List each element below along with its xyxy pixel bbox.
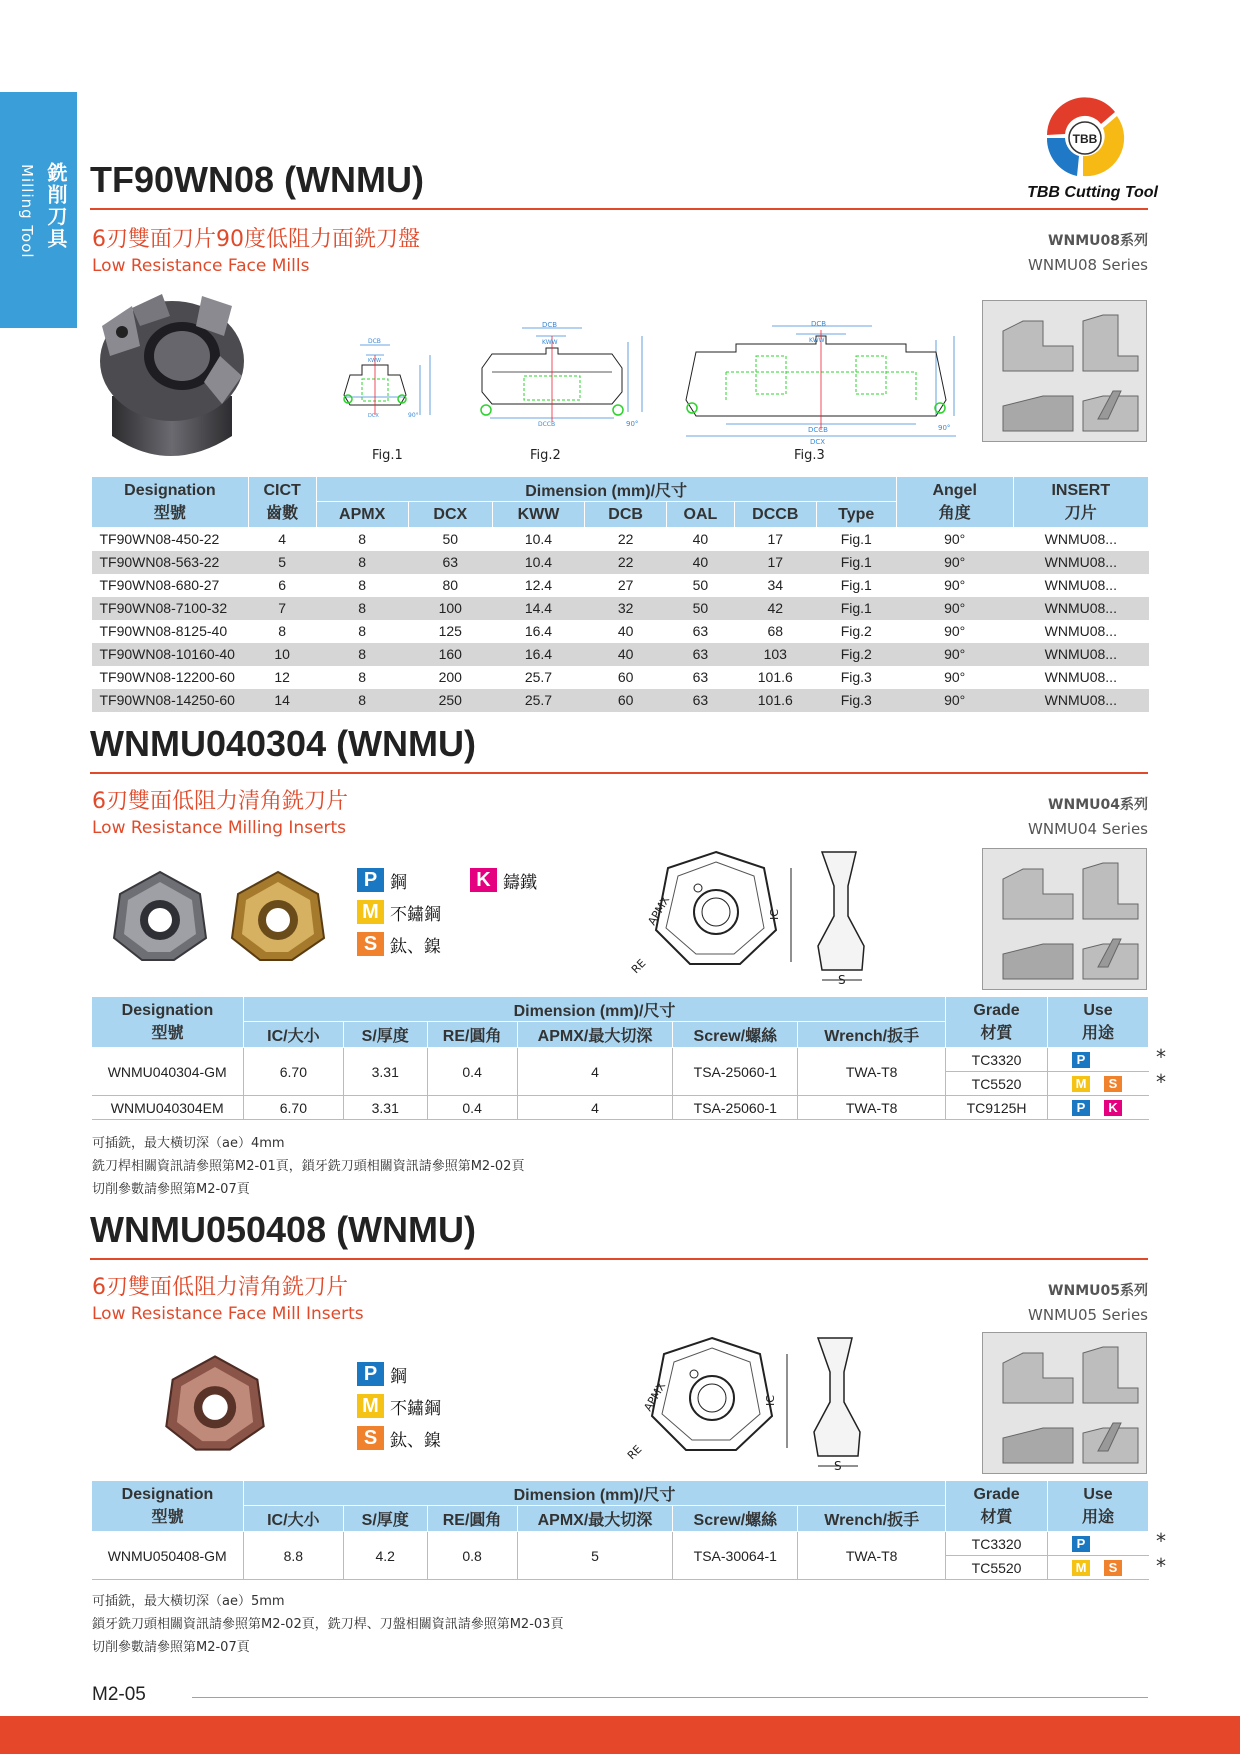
table-cell: 125: [438, 623, 462, 639]
th-grade: Grade 材質: [946, 1481, 1048, 1532]
insert1-re: RE: [628, 956, 649, 977]
note-star-icon: *: [1156, 1045, 1166, 1069]
fig2-dcb: DCB: [542, 322, 558, 329]
grade-cell: TC3320: [946, 1048, 1048, 1072]
table-cell: 63: [408, 551, 492, 574]
fig3-angle: 90°: [938, 424, 951, 432]
table-cell: 16.4: [524, 623, 553, 639]
th-angel: Angel 角度: [896, 477, 1013, 528]
th-ic: IC/大小: [243, 1506, 343, 1532]
table-cell: 8: [358, 531, 367, 548]
fig1-dcx: DCX: [368, 413, 379, 419]
insert-drawing-2: [622, 1332, 872, 1474]
table-cell: 27: [617, 577, 634, 593]
series-cn: WNMU05系列: [1048, 1283, 1148, 1299]
s-cell: 4.2: [343, 1532, 427, 1580]
table-cell: 32: [585, 597, 667, 620]
table-cell: 12: [274, 669, 290, 685]
th-re: RE/圓角: [427, 1022, 517, 1048]
th-oal: OAL: [667, 502, 735, 528]
re-cell: 0.4: [427, 1048, 517, 1096]
application-icons-2: [982, 848, 1147, 990]
table-cell: WNMU08...: [1013, 689, 1148, 712]
table-cell: 8: [278, 623, 287, 639]
th-wrench: Wrench/扳手: [798, 1506, 946, 1532]
fig1-dcb: DCB: [368, 338, 381, 345]
th-use: Use 用途: [1048, 997, 1149, 1048]
insert1-s: S: [838, 973, 846, 987]
section-subtitle-en: Low Resistance Milling Inserts: [92, 818, 347, 838]
side-tab: [0, 92, 77, 328]
note-star-icon: *: [1156, 1554, 1166, 1578]
th-cict: CICT 齒數: [248, 477, 316, 528]
table-cell: 8: [358, 669, 367, 685]
th-dcb: DCB: [585, 502, 667, 528]
insert1-ic: IC: [768, 909, 781, 920]
screw-cell: TSA-25060-1: [673, 1096, 798, 1120]
table-row: [92, 1048, 1149, 1072]
notes-wnmu05: [92, 1590, 563, 1659]
material-badge-p-icon: P: [1072, 1100, 1090, 1116]
fig3-dcb: DCB: [811, 320, 827, 328]
table-cell: 40: [617, 623, 634, 639]
material-badge-m-icon: M: [1072, 1076, 1090, 1092]
table-cell: 8: [316, 551, 408, 574]
table-cell: 250: [408, 689, 492, 712]
ic-cell: 6.70: [243, 1048, 343, 1096]
table-cell: 80: [442, 577, 459, 593]
table-cell: 10.4: [524, 531, 553, 548]
material-badge-s-icon: S: [1104, 1076, 1122, 1092]
table-cell: 7: [248, 597, 316, 620]
series-en: WNMU08 Series: [1028, 256, 1148, 274]
section-face-mills: [90, 156, 1148, 276]
re-cell: 0.8: [427, 1532, 517, 1580]
table-cell: 63: [667, 689, 735, 712]
material-legend-2: [357, 1358, 441, 1454]
logo-text: TBB Cutting Tool: [1027, 184, 1158, 201]
table-cell: 50: [442, 531, 459, 548]
fig3-drawing: [676, 320, 964, 448]
section-rule: [90, 1258, 1148, 1260]
wnmu04-insert-table: [91, 996, 1149, 1120]
insert2-ic: IC: [764, 1395, 777, 1406]
use-cell: [1048, 1072, 1149, 1096]
table-cell: 40: [667, 551, 735, 574]
table-cell: 22: [585, 551, 667, 574]
th-screw: Screw/螺絲: [673, 1506, 798, 1532]
badge-m-icon: M: [357, 1394, 384, 1418]
insert2-apmx: APMX: [641, 1379, 669, 1414]
table-cell: 90°: [944, 669, 966, 685]
table-row: [92, 551, 1149, 574]
table-cell: 10.4: [492, 551, 584, 574]
table-cell: 42: [734, 597, 816, 620]
table-cell: Fig.2: [816, 643, 896, 666]
section-wnmu04: [90, 720, 1148, 838]
section-subtitle-en: Low Resistance Face Mill Inserts: [92, 1304, 364, 1324]
table-cell: 8: [316, 643, 408, 666]
note-star-icon: *: [1156, 1529, 1166, 1553]
table-cell: 200: [438, 669, 462, 685]
table-cell: 17: [734, 551, 816, 574]
section-title: WNMU050408 (WNMU): [90, 1209, 477, 1250]
face-mill-spec-table: [91, 476, 1149, 712]
table-cell: 16.4: [492, 643, 584, 666]
insert-image-bronze: [160, 1352, 270, 1454]
use-cell: [1048, 1096, 1149, 1120]
legend-m: M 不鏽鋼: [357, 896, 441, 928]
table-row: [92, 528, 1149, 551]
fig1-angle: 90°: [408, 412, 419, 419]
th-screw: Screw/螺絲: [673, 1022, 798, 1048]
section-rule: [90, 208, 1148, 210]
designation-cell: TF90WN08-14250-60: [92, 689, 249, 712]
table-cell: 100: [408, 597, 492, 620]
designation-cell: TF90WN08-10160-40: [92, 643, 249, 666]
fig3-kww: KWW: [809, 337, 825, 344]
wnmu05-table-body: [92, 1532, 1149, 1580]
series-en: WNMU05 Series: [1028, 1306, 1148, 1324]
wnmu05-insert-table: [91, 1480, 1149, 1580]
th-dimension: Dimension (mm)/尺寸: [243, 1481, 945, 1506]
legend-s: S 鈦、鎳: [357, 928, 441, 960]
s-cell: 3.31: [343, 1048, 427, 1096]
th-dimension: Dimension (mm)/尺寸: [243, 997, 945, 1022]
grade-cell: TC3320: [946, 1532, 1048, 1556]
table-cell: 90°: [944, 577, 966, 593]
table-cell: 103: [734, 643, 816, 666]
table-cell: WNMU08...: [1013, 597, 1148, 620]
table-cell: 8: [358, 623, 367, 639]
badge-s-icon: S: [357, 932, 384, 956]
th-kww: KWW: [492, 502, 584, 528]
table-cell: Fig.3: [840, 669, 872, 685]
table-cell: Fig.1: [816, 551, 896, 574]
table-row: [92, 666, 1149, 689]
table-row: [92, 574, 1149, 597]
wrench-cell: TWA-T8: [798, 1096, 946, 1120]
section-subtitle-cn: 6刃雙面低阻力清角銑刀片: [92, 789, 348, 814]
th-apmx: APMX/最大切深: [517, 1506, 673, 1532]
section-title: TF90WN08 (WNMU): [90, 159, 424, 200]
section-subtitle-cn: 6刃雙面低阻力清角銑刀片: [92, 1275, 348, 1300]
table-cell: 12.4: [524, 577, 553, 593]
th-s: S/厚度: [343, 1506, 427, 1532]
fig3-dccb: DCCB: [808, 426, 828, 434]
table-cell: Fig.2: [840, 623, 872, 639]
table-cell: 50: [692, 577, 709, 593]
machining-type-icons: [983, 301, 1148, 443]
table-row: [92, 620, 1149, 643]
table-cell: 63: [667, 643, 735, 666]
table-cell: 50: [667, 597, 735, 620]
legend-s: S 鈦、鎳: [357, 1422, 441, 1454]
application-icons-1: [982, 300, 1147, 442]
grade-cell: TC9125H: [946, 1096, 1048, 1120]
table-cell: WNMU08...: [1044, 623, 1117, 639]
designation-cell: WNMU040304-GM: [92, 1048, 244, 1096]
section-subtitle-en: Low Resistance Face Mills: [92, 256, 310, 276]
grade-cell: TC5520: [946, 1556, 1048, 1580]
badge-k-icon: K: [470, 868, 497, 892]
table-cell: 101.6: [757, 669, 793, 685]
designation-cell: WNMU040304EM: [92, 1096, 244, 1120]
side-tab-en: Milling Tool: [18, 164, 36, 259]
table-row: [92, 1096, 1149, 1120]
fig2-kww: KWW: [542, 339, 558, 346]
th-wrench: Wrench/扳手: [798, 1022, 946, 1048]
table-cell: 8: [316, 597, 408, 620]
th-s: S/厚度: [343, 1022, 427, 1048]
insert2-re: RE: [624, 1442, 645, 1463]
machining-type-icons: [983, 1333, 1148, 1475]
material-badge-p-icon: P: [1072, 1052, 1090, 1068]
th-grade: Grade 材質: [946, 997, 1048, 1048]
table-cell: 25.7: [524, 669, 553, 685]
table-cell: WNMU08...: [1013, 643, 1148, 666]
apmx-cell: 4: [517, 1096, 673, 1120]
designation-cell: TF90WN08-450-22: [99, 531, 220, 548]
note-line: 銑刀桿相關資訊請參照第M2-01頁，鎖牙銑刀頭相關資訊請參照第M2-02頁: [92, 1159, 525, 1174]
designation-cell: WNMU050408-GM: [92, 1532, 244, 1580]
re-cell: 0.4: [427, 1096, 517, 1120]
th-dcx: DCX: [408, 502, 492, 528]
note-line: 可插銑，最大橫切深（ae）4mm: [92, 1136, 285, 1151]
designation-cell: TF90WN08-680-27: [99, 577, 220, 593]
table-row: [92, 597, 1149, 620]
table-cell: 90°: [896, 689, 1013, 712]
page-number: M2-05: [92, 1684, 146, 1705]
table-cell: WNMU08...: [1044, 531, 1117, 548]
table-cell: 22: [617, 531, 634, 548]
material-legend-1: [357, 864, 441, 960]
table-cell: Fig.1: [816, 597, 896, 620]
table-cell: 8: [358, 577, 367, 593]
table-cell: 90°: [896, 643, 1013, 666]
table-cell: 25.7: [492, 689, 584, 712]
legend-p: P 鋼: [357, 864, 441, 896]
th-insert: INSERT 刀片: [1013, 477, 1148, 528]
legend-k: K 鑄鐵: [470, 864, 537, 896]
table-cell: 90°: [944, 623, 966, 639]
table-cell: 40: [585, 643, 667, 666]
ic-cell: 8.8: [243, 1532, 343, 1580]
table-cell: 160: [408, 643, 492, 666]
th-apmx: APMX/最大切深: [517, 1022, 673, 1048]
notes-wnmu04: [92, 1132, 524, 1201]
badge-m-icon: M: [357, 900, 384, 924]
th-use: Use 用途: [1048, 1481, 1149, 1532]
note-star-icon: *: [1156, 1070, 1166, 1094]
table-cell: 10: [248, 643, 316, 666]
table-cell: 5: [248, 551, 316, 574]
grade-cell: TC5520: [946, 1072, 1048, 1096]
table-cell: WNMU08...: [1044, 669, 1117, 685]
legend-m: M 不鏽鋼: [357, 1390, 441, 1422]
table-row: [92, 1532, 1149, 1556]
table-cell: 63: [692, 623, 709, 639]
table-cell: 60: [617, 669, 634, 685]
side-tab-cn: 銑削刀具: [44, 162, 68, 250]
screw-cell: TSA-30064-1: [673, 1532, 798, 1580]
th-re: RE/圓角: [427, 1506, 517, 1532]
table-cell: Fig.1: [840, 531, 872, 548]
use-cell: [1048, 1048, 1149, 1072]
s-cell: 3.31: [343, 1096, 427, 1120]
insert-image-gray: [108, 868, 212, 964]
fig3-label: Fig.3: [794, 448, 825, 463]
table-cell: 90°: [944, 531, 966, 548]
fig1-drawing: [340, 335, 450, 435]
table-cell: 8: [316, 689, 408, 712]
series-en: WNMU04 Series: [1028, 820, 1148, 838]
wnmu04-table-body: [92, 1048, 1149, 1120]
designation-cell: TF90WN08-7100-32: [92, 597, 249, 620]
screw-cell: TSA-25060-1: [673, 1048, 798, 1096]
use-cell: [1048, 1556, 1149, 1580]
table-cell: 68: [767, 623, 784, 639]
insert-drawing-1: [626, 846, 876, 988]
fig2-drawing: [462, 322, 652, 434]
table-row: [92, 643, 1149, 666]
table-cell: Fig.3: [816, 689, 896, 712]
table-cell: WNMU08...: [1013, 551, 1148, 574]
table-cell: 14.4: [492, 597, 584, 620]
material-legend-k: [470, 864, 537, 896]
fig1-label: Fig.1: [372, 448, 403, 463]
fig1-kww: KWW: [368, 358, 381, 364]
table-cell: 14: [248, 689, 316, 712]
th-designation: Designation 型號: [92, 477, 249, 528]
insert-image-gold: [226, 868, 330, 964]
section-subtitle-cn: 6刃雙面刀片90度低阻力面銑刀盤: [92, 227, 420, 252]
table-cell: 90°: [896, 551, 1013, 574]
page-rule: [192, 1697, 1148, 1698]
designation-cell: TF90WN08-563-22: [92, 551, 249, 574]
th-dimension: Dimension (mm)/尺寸: [316, 477, 896, 502]
table-row: [92, 689, 1149, 712]
wrench-cell: TWA-T8: [798, 1048, 946, 1096]
th-apmx: APMX: [316, 502, 408, 528]
section-rule: [90, 772, 1148, 774]
use-cell: [1048, 1532, 1149, 1556]
badge-p-icon: P: [357, 1362, 384, 1386]
section-wnmu05: [90, 1206, 1148, 1324]
face-mill-image: [92, 286, 248, 474]
table-cell: 90°: [896, 597, 1013, 620]
series-cn: WNMU08系列: [1048, 233, 1148, 249]
note-line: 切削參數請參照第M2-07頁: [92, 1182, 250, 1197]
material-badge-k-icon: K: [1104, 1100, 1122, 1116]
footer-bar: [0, 1716, 1240, 1754]
table-cell: 101.6: [734, 689, 816, 712]
table-cell: 17: [767, 531, 784, 548]
th-type: Type: [816, 502, 896, 528]
material-badge-s-icon: S: [1104, 1560, 1122, 1576]
table-cell: 40: [692, 531, 709, 548]
table-cell: 63: [692, 669, 709, 685]
note-line: 可插銑，最大橫切深（ae）5mm: [92, 1594, 285, 1609]
application-icons-3: [982, 1332, 1147, 1474]
fig3-dcx: DCX: [810, 438, 826, 446]
table-cell: 4: [278, 531, 287, 548]
ic-cell: 6.70: [243, 1096, 343, 1120]
badge-p-icon: P: [357, 868, 384, 892]
note-line: 鎖牙銑刀頭相關資訊請參照第M2-02頁，銑刀桿、刀盤相關資訊請參照第M2-03頁: [92, 1617, 564, 1632]
table-cell: 6: [278, 577, 287, 593]
table-cell: 60: [585, 689, 667, 712]
fig2-angle: 90°: [626, 420, 639, 428]
table-cell: Fig.1: [840, 577, 872, 593]
series-cn: WNMU04系列: [1048, 797, 1148, 813]
insert1-apmx: APMX: [645, 893, 673, 928]
th-ic: IC/大小: [243, 1022, 343, 1048]
section-title: WNMU040304 (WNMU): [90, 723, 477, 764]
face-mill-table-body: [92, 528, 1149, 712]
th-designation: Designation 型號: [92, 1481, 244, 1532]
insert2-s: S: [834, 1459, 842, 1473]
th-designation: Designation 型號: [92, 997, 244, 1048]
designation-cell: TF90WN08-12200-60: [99, 669, 235, 685]
badge-s-icon: S: [357, 1426, 384, 1450]
machining-type-icons: [983, 849, 1148, 991]
legend-p: P 鋼: [357, 1358, 441, 1390]
logo-mark-text: TBB: [1072, 132, 1098, 146]
fig2-label: Fig.2: [530, 448, 561, 463]
fig2-dccb: DCCB: [538, 421, 556, 428]
table-cell: WNMU08...: [1044, 577, 1117, 593]
apmx-cell: 4: [517, 1048, 673, 1096]
designation-cell: TF90WN08-8125-40: [99, 623, 228, 639]
apmx-cell: 5: [517, 1532, 673, 1580]
th-dccb: DCCB: [734, 502, 816, 528]
note-line: 切削參數請參照第M2-07頁: [92, 1640, 250, 1655]
material-badge-p-icon: P: [1072, 1536, 1090, 1552]
wrench-cell: TWA-T8: [798, 1532, 946, 1580]
material-badge-m-icon: M: [1072, 1560, 1090, 1576]
table-cell: 34: [767, 577, 784, 593]
